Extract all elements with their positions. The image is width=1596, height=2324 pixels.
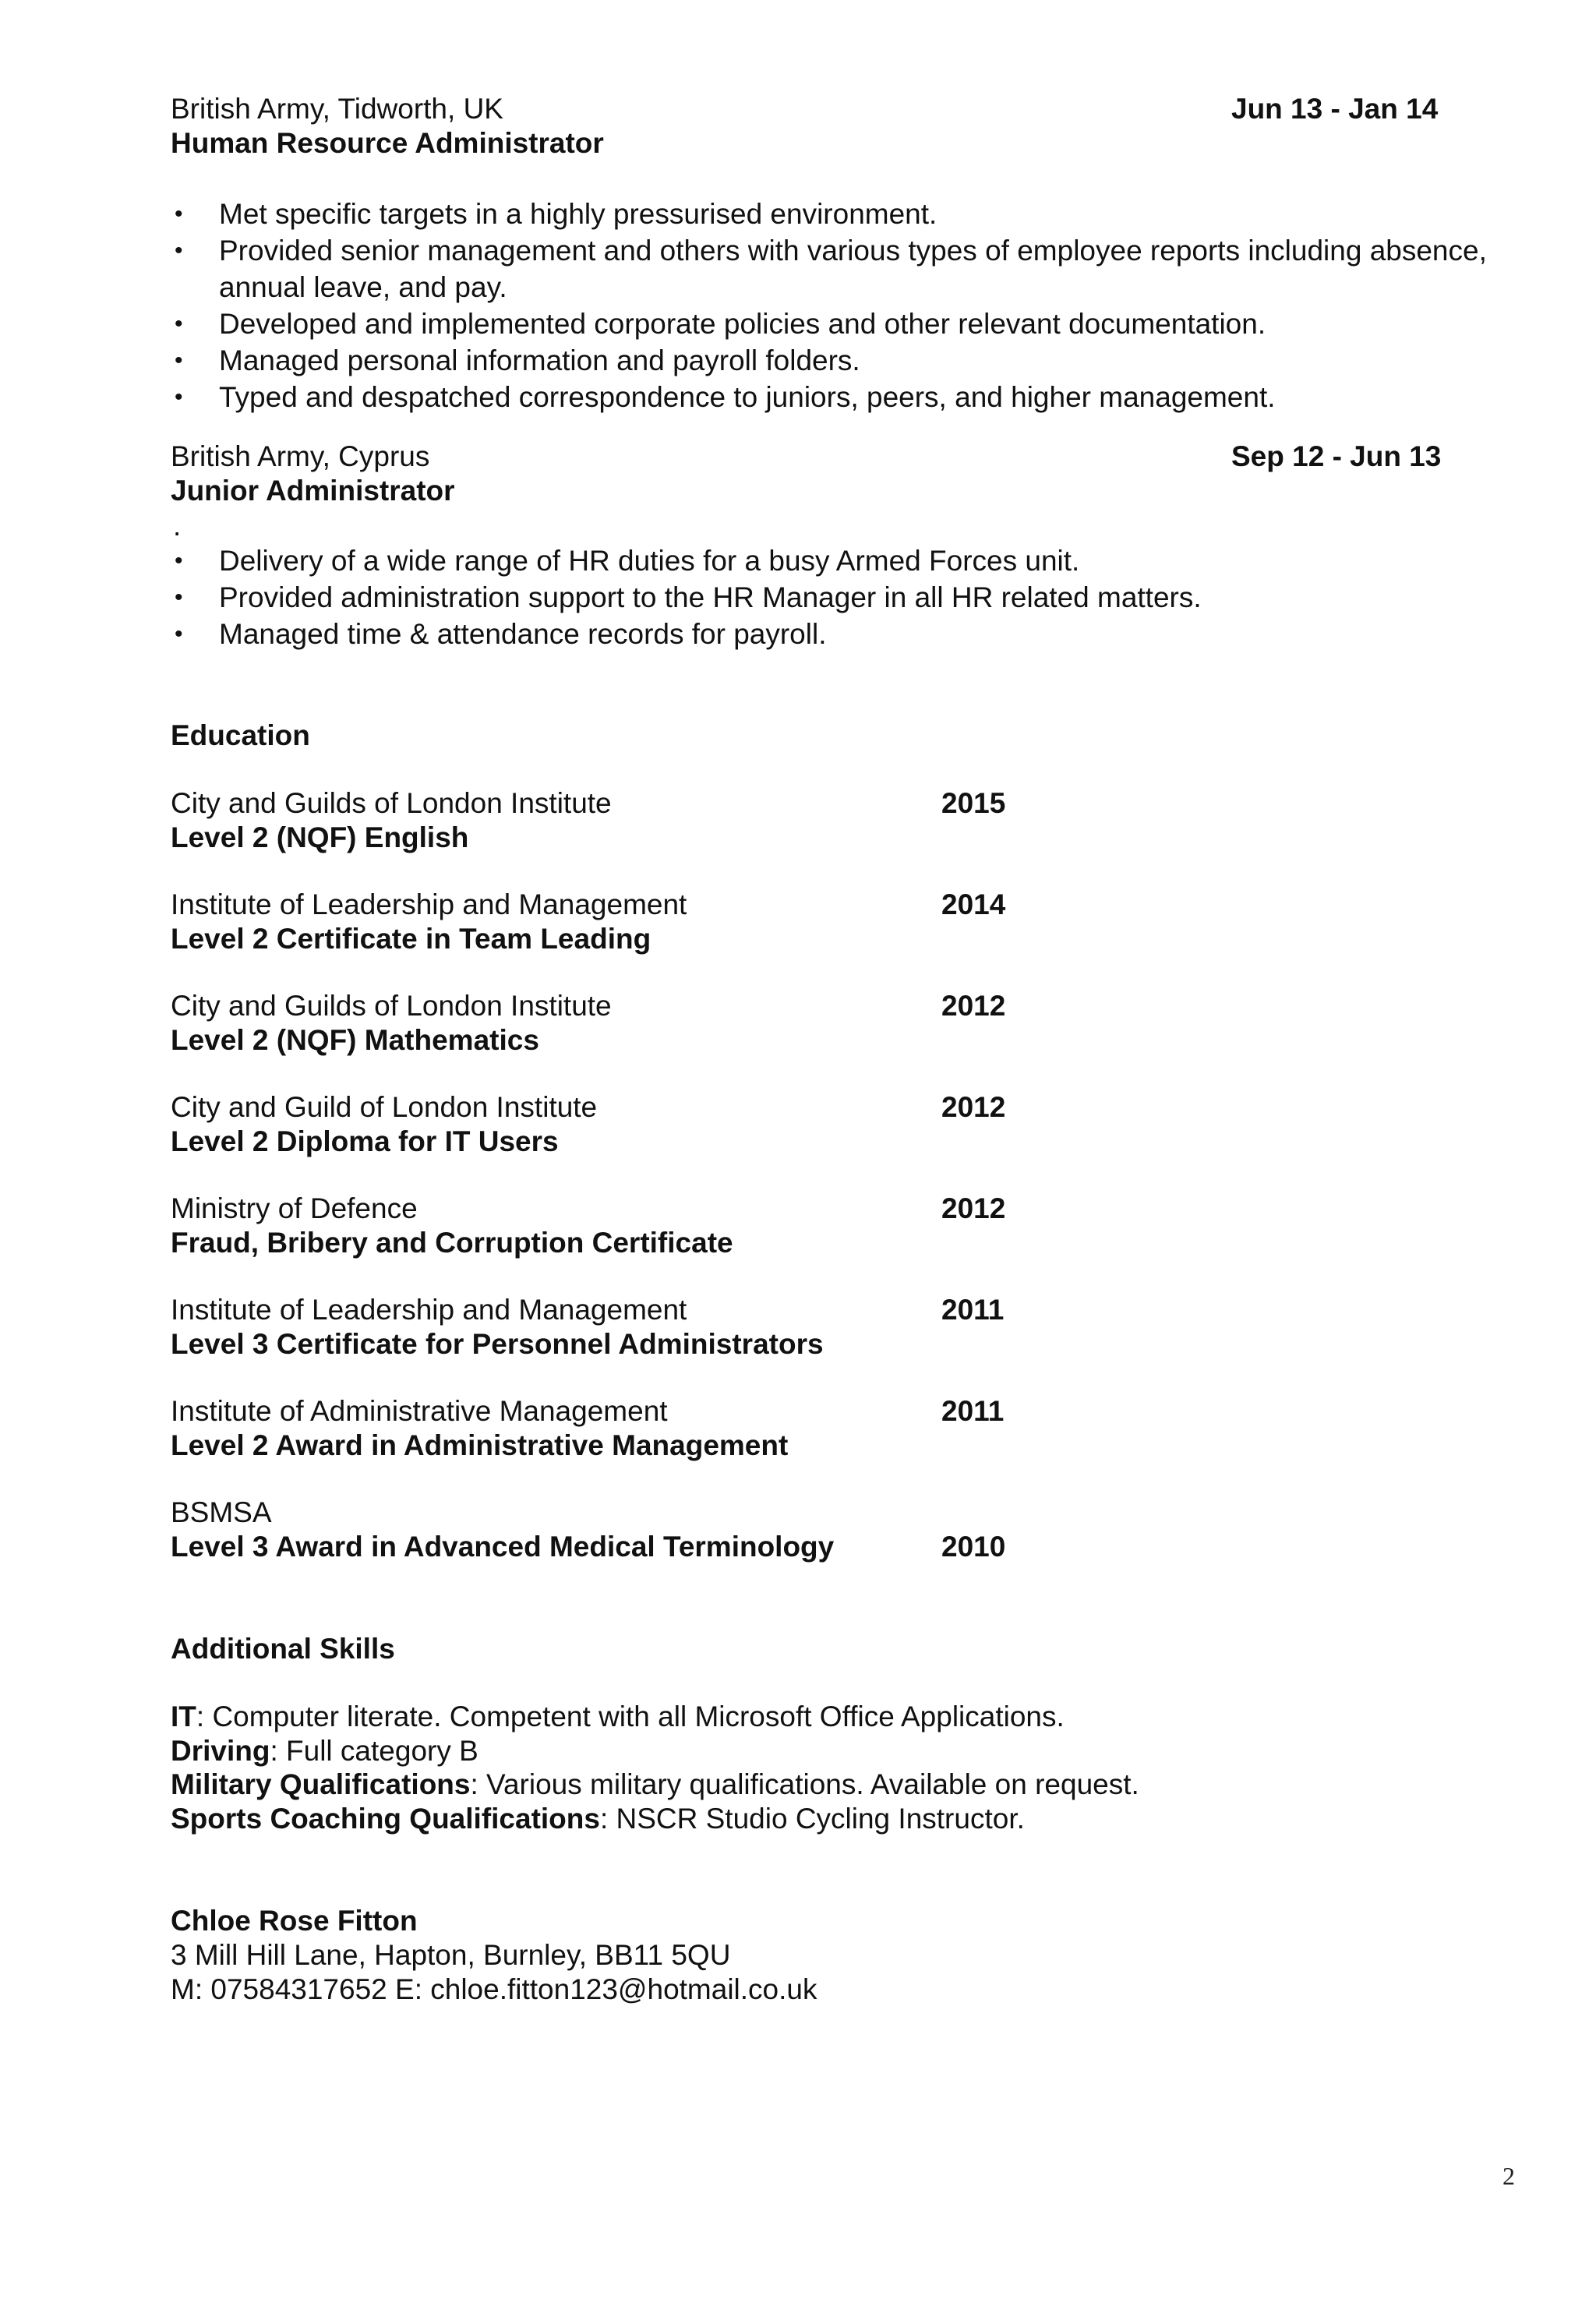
skill-text: : NSCR Studio Cycling Instructor. [599, 1803, 1025, 1835]
bullet-icon: • [175, 585, 183, 610]
duty-text: Typed and despatched correspondence to juniors, peers, and higher management. [219, 381, 1276, 413]
education-heading: Education [171, 719, 310, 751]
list-item [171, 232, 1542, 306]
list-item [171, 542, 1542, 579]
bullet-icon: • [175, 201, 183, 227]
skill-text: : Computer literate. Competent with all Microsoft Office Applications. [196, 1701, 1065, 1732]
list-item [171, 342, 1542, 379]
skill-label: Driving [171, 1735, 270, 1767]
education-year: 2014 [941, 888, 1006, 920]
education-year: 2012 [941, 990, 1006, 1022]
education-institution: City and Guilds of London Institute [171, 787, 612, 819]
list-item [171, 196, 1542, 232]
contact-phone-email: M: 07584317652 E: chloe.fitton123@hotmail.co.uk [171, 1973, 817, 2005]
contact-name: Chloe Rose Fitton [171, 1905, 418, 1937]
education-year: 2011 [941, 1294, 1005, 1326]
bullet-icon: • [175, 238, 183, 263]
skill-text: : Various military qualifications. Available on request. [470, 1768, 1139, 1800]
duty-text: Managed personal information and payroll folders. [219, 344, 860, 376]
skill-line [171, 1802, 1025, 1836]
duty-text: Met specific targets in a highly pressurised environment. [219, 198, 937, 230]
skill-label: Military Qualifications [171, 1768, 471, 1800]
skill-line [171, 1734, 478, 1768]
job-2-duties-list [171, 542, 1542, 652]
skill-label: Sports Coaching Qualifications [171, 1803, 600, 1835]
education-year: 2012 [941, 1091, 1006, 1123]
job-1-title: Human Resource Administrator [171, 127, 604, 159]
job-2-employer: British Army, Cyprus [171, 440, 430, 472]
list-item [171, 306, 1542, 342]
list-item [171, 616, 1542, 652]
education-institution: Institute of Administrative Management [171, 1395, 668, 1427]
education-qualification: Level 3 Award in Advanced Medical Terminology [171, 1531, 835, 1563]
education-year: 2012 [941, 1192, 1006, 1224]
skill-line [171, 1768, 1139, 1802]
education-year: 2015 [941, 787, 1006, 819]
duty-text: Provided senior management and others with various types of employee reports including absence, annual leave, and pay. [219, 235, 1487, 303]
skills-heading: Additional Skills [171, 1633, 395, 1665]
skill-label: IT [171, 1701, 196, 1732]
bullet-icon: • [175, 384, 183, 410]
job-2-title: Junior Administrator [171, 475, 455, 507]
education-institution: Institute of Leadership and Management [171, 888, 687, 920]
contact-address: 3 Mill Hill Lane, Hapton, Burnley, BB11 5QU [171, 1939, 731, 1971]
duty-text: Developed and implemented corporate policies and other relevant documentation. [219, 308, 1266, 340]
list-item [171, 579, 1542, 616]
education-qualification: Fraud, Bribery and Corruption Certificate [171, 1227, 733, 1259]
list-item [171, 379, 1542, 415]
education-qualification: Level 2 Diploma for IT Users [171, 1125, 559, 1157]
education-qualification: Level 2 (NQF) Mathematics [171, 1024, 539, 1056]
job-2-separator: . [173, 510, 182, 542]
education-qualification: Level 3 Certificate for Personnel Administrators [171, 1328, 824, 1360]
job-1-duties-list [171, 196, 1542, 415]
education-institution: Ministry of Defence [171, 1192, 418, 1224]
education-year: 2011 [941, 1395, 1005, 1427]
bullet-icon: • [175, 548, 183, 574]
job-2-dates: Sep 12 - Jun 13 [1231, 440, 1442, 472]
education-qualification: Level 2 Award in Administrative Management [171, 1429, 789, 1461]
job-1-employer: British Army, Tidworth, UK [171, 93, 503, 125]
skill-line [171, 1700, 1065, 1734]
education-qualification: Level 2 (NQF) English [171, 821, 469, 853]
education-institution: Institute of Leadership and Management [171, 1294, 687, 1326]
page-number: 2 [1502, 2162, 1515, 2190]
job-1-dates: Jun 13 - Jan 14 [1231, 93, 1439, 125]
education-qualification: Level 2 Certificate in Team Leading [171, 923, 651, 955]
bullet-icon: • [175, 621, 183, 647]
education-institution: City and Guild of London Institute [171, 1091, 598, 1123]
skill-text: : Full category B [270, 1735, 478, 1767]
education-year: 2010 [941, 1531, 1006, 1563]
bullet-icon: • [175, 348, 183, 373]
education-institution: BSMSA [171, 1496, 272, 1528]
duty-text: Delivery of a wide range of HR duties for a busy Armed Forces unit. [219, 545, 1080, 577]
education-institution: City and Guilds of London Institute [171, 990, 612, 1022]
bullet-icon: • [175, 311, 183, 337]
duty-text: Provided administration support to the HR Manager in all HR related matters. [219, 581, 1202, 613]
duty-text: Managed time & attendance records for payroll. [219, 618, 827, 650]
